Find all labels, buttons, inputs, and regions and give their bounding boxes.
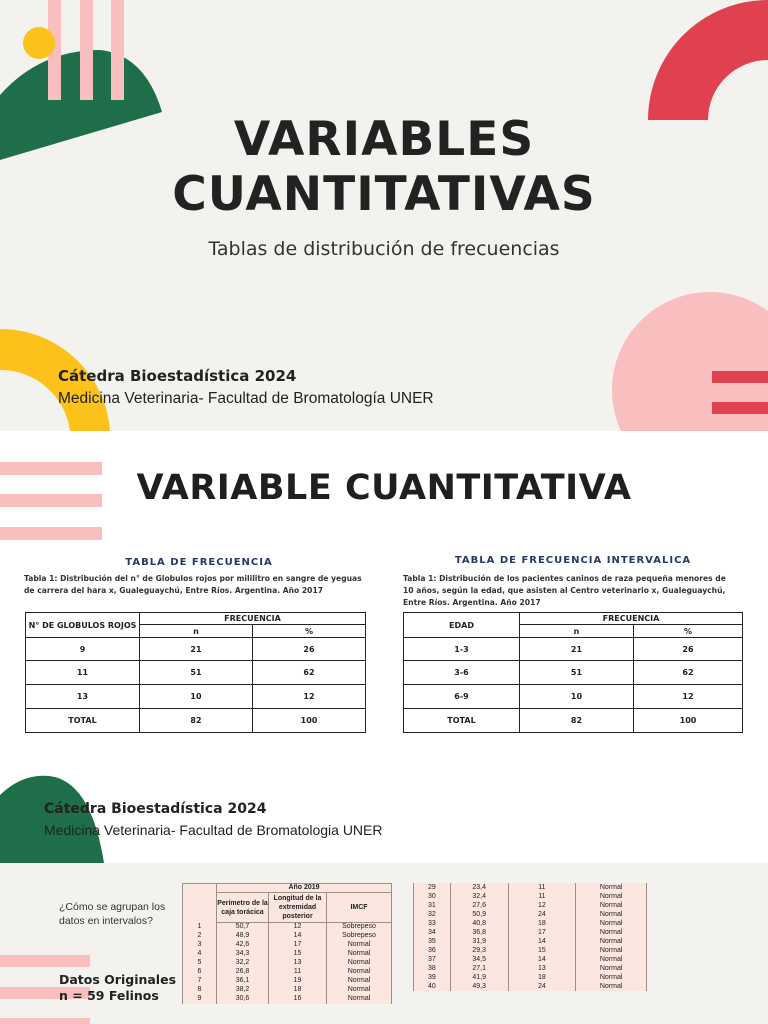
table-cell: 100 [253,709,366,733]
facultad-label: Medicina Veterinaria- Facultad de Bromatología UNER [58,390,434,407]
table-cell: 34 [414,928,451,937]
table-cell: Normal [576,955,647,964]
table-row [183,941,392,950]
table-cell: 36,8 [450,928,508,937]
table-cell: Normal [327,959,392,968]
table-cell: 51 [140,661,253,685]
data-table-2-body [414,883,647,991]
table-cell: 13 [269,959,327,968]
table-cell: 36 [414,946,451,955]
table-cell: 4 [183,950,217,959]
table-cell: Normal [576,982,647,991]
col-header-var: EDAD [404,613,520,638]
red-stripe [712,371,768,383]
table-heading-left: TABLA DE FRECUENCIA [125,557,273,568]
table-cell: 33 [414,919,451,928]
table-cell: Normal [576,928,647,937]
table-cell: Normal [576,964,647,973]
table-cell: 11 [269,968,327,977]
table-row [414,919,647,928]
table-row [183,995,392,1004]
datos-line-1: Datos Originales [59,972,177,987]
col-header-pct: % [253,625,366,638]
table-row [414,982,647,991]
table-row [414,964,647,973]
table-cell: TOTAL [404,709,520,733]
table-cell: 3-6 [404,661,520,685]
pink-bar [80,0,93,100]
slide-datos-originales [0,863,768,1024]
table-cell: TOTAL [26,709,140,733]
table-cell: 24 [508,910,576,919]
table-cell: 12 [508,901,576,910]
table-cell: 3 [183,941,217,950]
table-row [183,932,392,941]
table-cell: 40,8 [450,919,508,928]
table-cell: 14 [508,955,576,964]
table-cell: 5 [183,959,217,968]
table-cell: 11 [508,892,576,901]
table-cell: 19 [269,977,327,986]
table-cell: 23,4 [450,883,508,892]
table-cell: Normal [576,901,647,910]
table-cell: 37 [414,955,451,964]
table-row [183,986,392,995]
table-cell: 10 [520,685,634,709]
table-row [414,937,647,946]
blank-header-cell [183,884,217,923]
col-header-n: n [520,625,634,638]
facultad-label: Medicina Veterinaria- Facultad de Bromatologia UNER [44,822,383,838]
col-header-n: n [140,625,253,638]
table-cell: Normal [576,892,647,901]
frequency-table-right [403,612,743,733]
table-cell: 18 [508,973,576,982]
table-cell: 62 [634,661,743,685]
table-cell: 9 [183,995,217,1004]
table-cell: 17 [269,941,327,950]
slide-subtitle: Tablas de distribución de frecuencias [208,238,560,260]
table-cell: 100 [634,709,743,733]
frequency-table-left [25,612,366,733]
data-table-1-body [183,923,392,1004]
data-table-1 [182,883,392,1004]
table-row [414,892,647,901]
table-cell: 50,7 [217,923,269,932]
table-cell: 15 [508,946,576,955]
table-cell: 9 [26,638,140,661]
table-cell: 7 [183,977,217,986]
table-cell: 62 [253,661,366,685]
table-cell: 29 [414,883,451,892]
table-cell: 32,4 [450,892,508,901]
table-cell: 39 [414,973,451,982]
catedra-label: Cátedra Bioestadística 2024 [44,801,267,817]
table-cell: 6 [183,968,217,977]
table-caption-left: Tabla 1: Distribución del n° de Globulos rojos por mililitro en sangre de yeguas de carrera del hara x, Gualeguaychú, Entre Ríos. Argentina. Año 2017 [24,574,362,595]
table-row [414,910,647,919]
table-cell: 38 [414,964,451,973]
red-arc [648,0,768,120]
table-cell: Normal [576,946,647,955]
table-cell: 18 [269,986,327,995]
table-cell: Normal [576,937,647,946]
green-shape [0,776,104,863]
table-cell: 32,2 [217,959,269,968]
table-cell: Normal [576,910,647,919]
title-line-1: VARIABLES [233,112,535,167]
slide-title-text [0,112,768,222]
table-row [414,901,647,910]
col-header-longitud: Longitud de la extremidad posterior [269,893,327,923]
pink-bar [111,0,124,100]
table-cell: 17 [508,928,576,937]
table-cell: 40 [414,982,451,991]
table-cell: 27,6 [450,901,508,910]
table-cell: 2 [183,932,217,941]
catedra-label: Cátedra Bioestadística 2024 [58,367,297,385]
title-line-2: CUANTITATIVAS [172,167,596,222]
table-cell: 36,1 [217,977,269,986]
table-cell: 1-3 [404,638,520,661]
table-cell: 14 [508,937,576,946]
table-cell: 32 [414,910,451,919]
table-cell: 12 [269,923,327,932]
table-cell: Sobrepeso [327,923,392,932]
table-cell: 41,9 [450,973,508,982]
table-cell: 1 [183,923,217,932]
table-cell: 42,6 [217,941,269,950]
table-cell: 10 [140,685,253,709]
table-cell: 38,2 [217,986,269,995]
col-header-imcf: IMCF [327,893,392,923]
red-stripe [712,402,768,414]
table-cell: Normal [327,950,392,959]
table-cell: 15 [269,950,327,959]
table-row [183,977,392,986]
yellow-dot [23,27,55,59]
table-cell: 31 [414,901,451,910]
table-cell: 30 [414,892,451,901]
col-header-pct: % [634,625,743,638]
table-cell: Normal [327,941,392,950]
question-text: ¿Cómo se agrupan los datos en intervalos? [59,901,166,927]
table-row [414,946,647,955]
col-header-var: N° DE GLOBULOS ROJOS [26,613,140,638]
table-cell: 82 [520,709,634,733]
table-cell: 12 [253,685,366,709]
table-cell: 11 [508,883,576,892]
table-cell: Normal [327,977,392,986]
table-cell: 13 [508,964,576,973]
table-caption-right: Tabla 1: Distribución de los pacientes caninos de raza pequeña menores de 10 años, según la edad, que asisten al Centro veterinario x, Gualeguaychú, Entre Ríos. Argentina. Año 2017 [403,574,726,607]
table-cell: 21 [520,638,634,661]
pink-stripe [0,527,102,540]
year-header: Año 2019 [217,884,392,893]
table-heading-right: TABLA DE FRECUENCIA INTERVALICA [454,555,692,566]
slide-heading: VARIABLE CUANTITATIVA [136,468,632,508]
table-cell: 35 [414,937,451,946]
table-cell: 8 [183,986,217,995]
table-cell: 51 [520,661,634,685]
slide-title [0,0,768,431]
table-cell: 6-9 [404,685,520,709]
table-row [414,883,647,892]
table-cell: Sobrepeso [327,932,392,941]
table-cell: 29,3 [450,946,508,955]
table-cell: 26 [253,638,366,661]
col-header-freq: FRECUENCIA [140,613,366,625]
pink-stripe [0,955,90,967]
table-row [414,928,647,937]
table-cell: Normal [327,986,392,995]
table-row [414,973,647,982]
table-cell: 12 [634,685,743,709]
table-cell: 26,8 [217,968,269,977]
table-cell: 11 [26,661,140,685]
table-cell: 34,5 [450,955,508,964]
table-cell: 48,9 [217,932,269,941]
col-header-perimetro: Perímetro de la caja torácica [217,893,269,923]
table-cell: 31,9 [450,937,508,946]
table-cell: Normal [327,968,392,977]
table-cell: 82 [140,709,253,733]
table-cell: 13 [26,685,140,709]
table-cell: 16 [269,995,327,1004]
table-cell: Normal [327,995,392,1004]
col-header-freq: FRECUENCIA [520,613,743,625]
table-row [183,959,392,968]
datos-line-2: n = 59 Felinos [59,988,159,1003]
table-cell: Normal [576,883,647,892]
table-row [183,950,392,959]
slide-variable-cuantitativa [0,431,768,863]
table-row [414,955,647,964]
datos-originales-label [59,972,176,1004]
table-cell: Normal [576,973,647,982]
table-row [183,923,392,932]
table-cell: 18 [508,919,576,928]
table-cell: 34,3 [217,950,269,959]
table-cell: 24 [508,982,576,991]
table-cell: 30,6 [217,995,269,1004]
table-cell: 14 [269,932,327,941]
table-cell: 50,9 [450,910,508,919]
table-cell: 21 [140,638,253,661]
table-row [183,968,392,977]
table-cell: 49,3 [450,982,508,991]
table-cell: 26 [634,638,743,661]
table-cell: Normal [576,919,647,928]
table-cell: 27,1 [450,964,508,973]
data-table-2 [413,883,647,991]
pink-stripe [0,1018,90,1024]
